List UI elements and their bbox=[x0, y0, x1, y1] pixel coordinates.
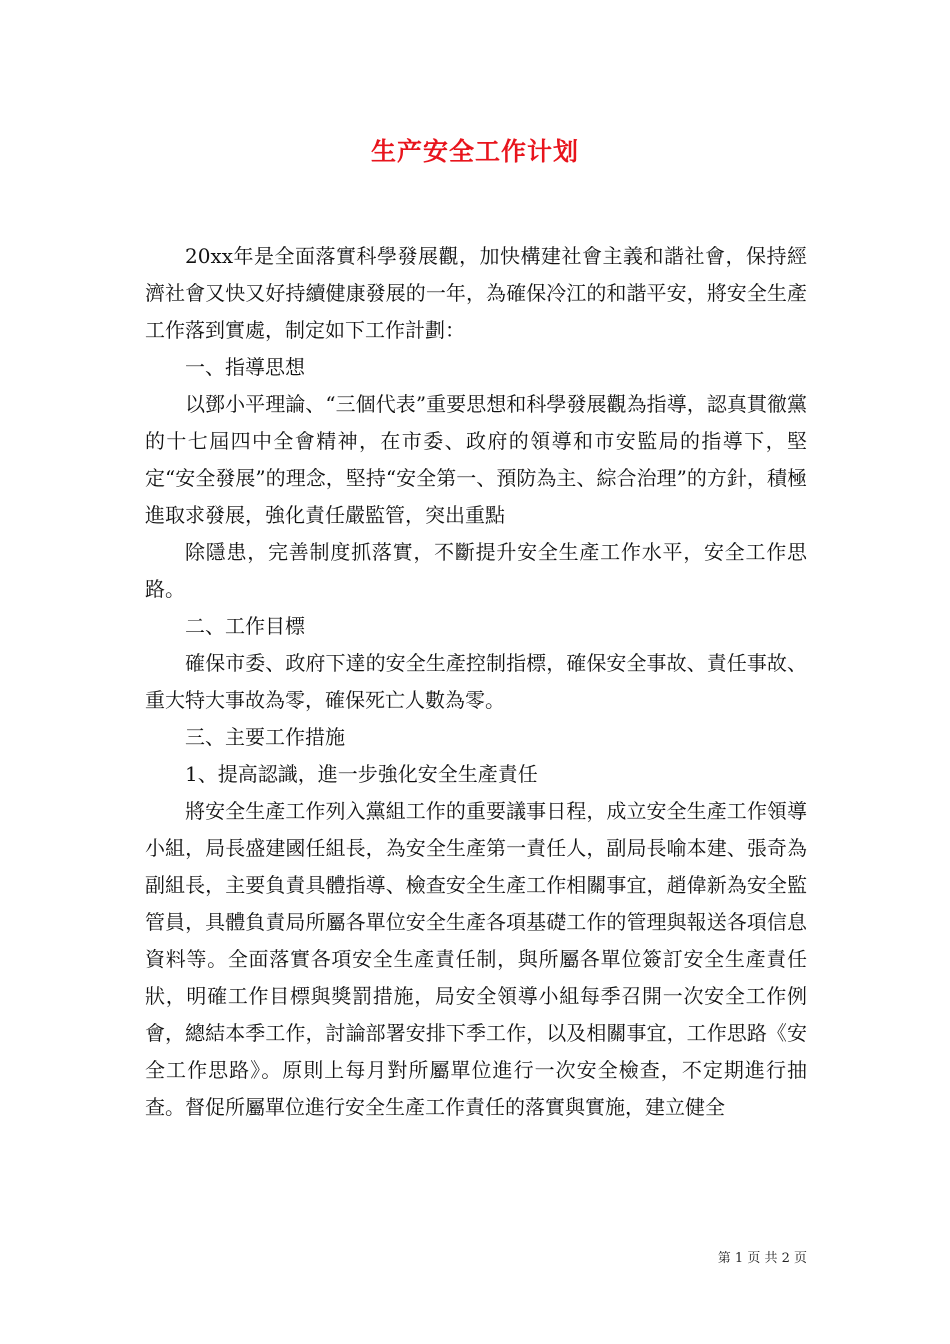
paragraph-guiding-ideology: 以鄧小平理論、“三個代表”重要思想和科學發展觀為指導，認真貫徹黨的十七屆四中全會精神，在市委、政府的領導和市安監局的指導下，堅定“安全發展”的理念，堅持“安全第一、預防為主、綜合治理”的方針，積極進取求發展，強化責任嚴監管，突出重點 bbox=[145, 392, 807, 527]
document-body bbox=[145, 238, 807, 1126]
heading-main-measures: 三、主要工作措施 bbox=[185, 725, 345, 749]
paragraph-work-goals: 確保市委、政府下達的安全生產控制指標，確保安全事故、責任事故、重大特大事故為零，確保死亡人數為零。 bbox=[145, 651, 807, 712]
paragraph-intro: 20xx年是全面落實科學發展觀，加快構建社會主義和諧社會，保持經濟社會又快又好持續健康發展的一年，為確保冷江的和諧平安，將安全生產工作落到實處，制定如下工作計劃： bbox=[145, 244, 807, 342]
paragraph-guiding-ideology-cont: 除隱患，完善制度抓落實，不斷提升安全生產工作水平，安全工作思路。 bbox=[145, 540, 807, 601]
heading-work-goals: 二、工作目標 bbox=[185, 614, 305, 638]
paragraph-measure-1: 將安全生產工作列入黨組工作的重要議事日程，成立安全生產工作領導小組，局長盛建國任組長，為安全生產第一責任人，副局長喻本建、張奇為副組長，主要負責具體指導、檢查安全生產工作相關事宜，趙偉新為安全監管員，具體負責局所屬各單位安全生產各項基礎工作的管理與報送各項信息資料等。全面落實各項安全生產責任制，與所屬各單位簽訂安全生產責任狀，明確工作目標與獎罰措施，局安全領導小組每季召開一次安全工作例會，總結本季工作，討論部署安排下季工作，以及相關事宜，工作思路《安全工作思路》。原則上每月對所屬單位進行一次安全檢查，不定期進行抽查。督促所屬單位進行安全生產工作責任的落實與實施，建立健全 bbox=[145, 799, 807, 1119]
heading-guiding-ideology: 一、指導思想 bbox=[185, 355, 305, 379]
page-number-footer: 第 1 页 共 2 页 bbox=[717, 1251, 807, 1266]
document-title: 生产安全工作计划 bbox=[370, 137, 579, 166]
subheading-measure-1: 1、提高認識，進一步強化安全生產責任 bbox=[185, 762, 538, 786]
